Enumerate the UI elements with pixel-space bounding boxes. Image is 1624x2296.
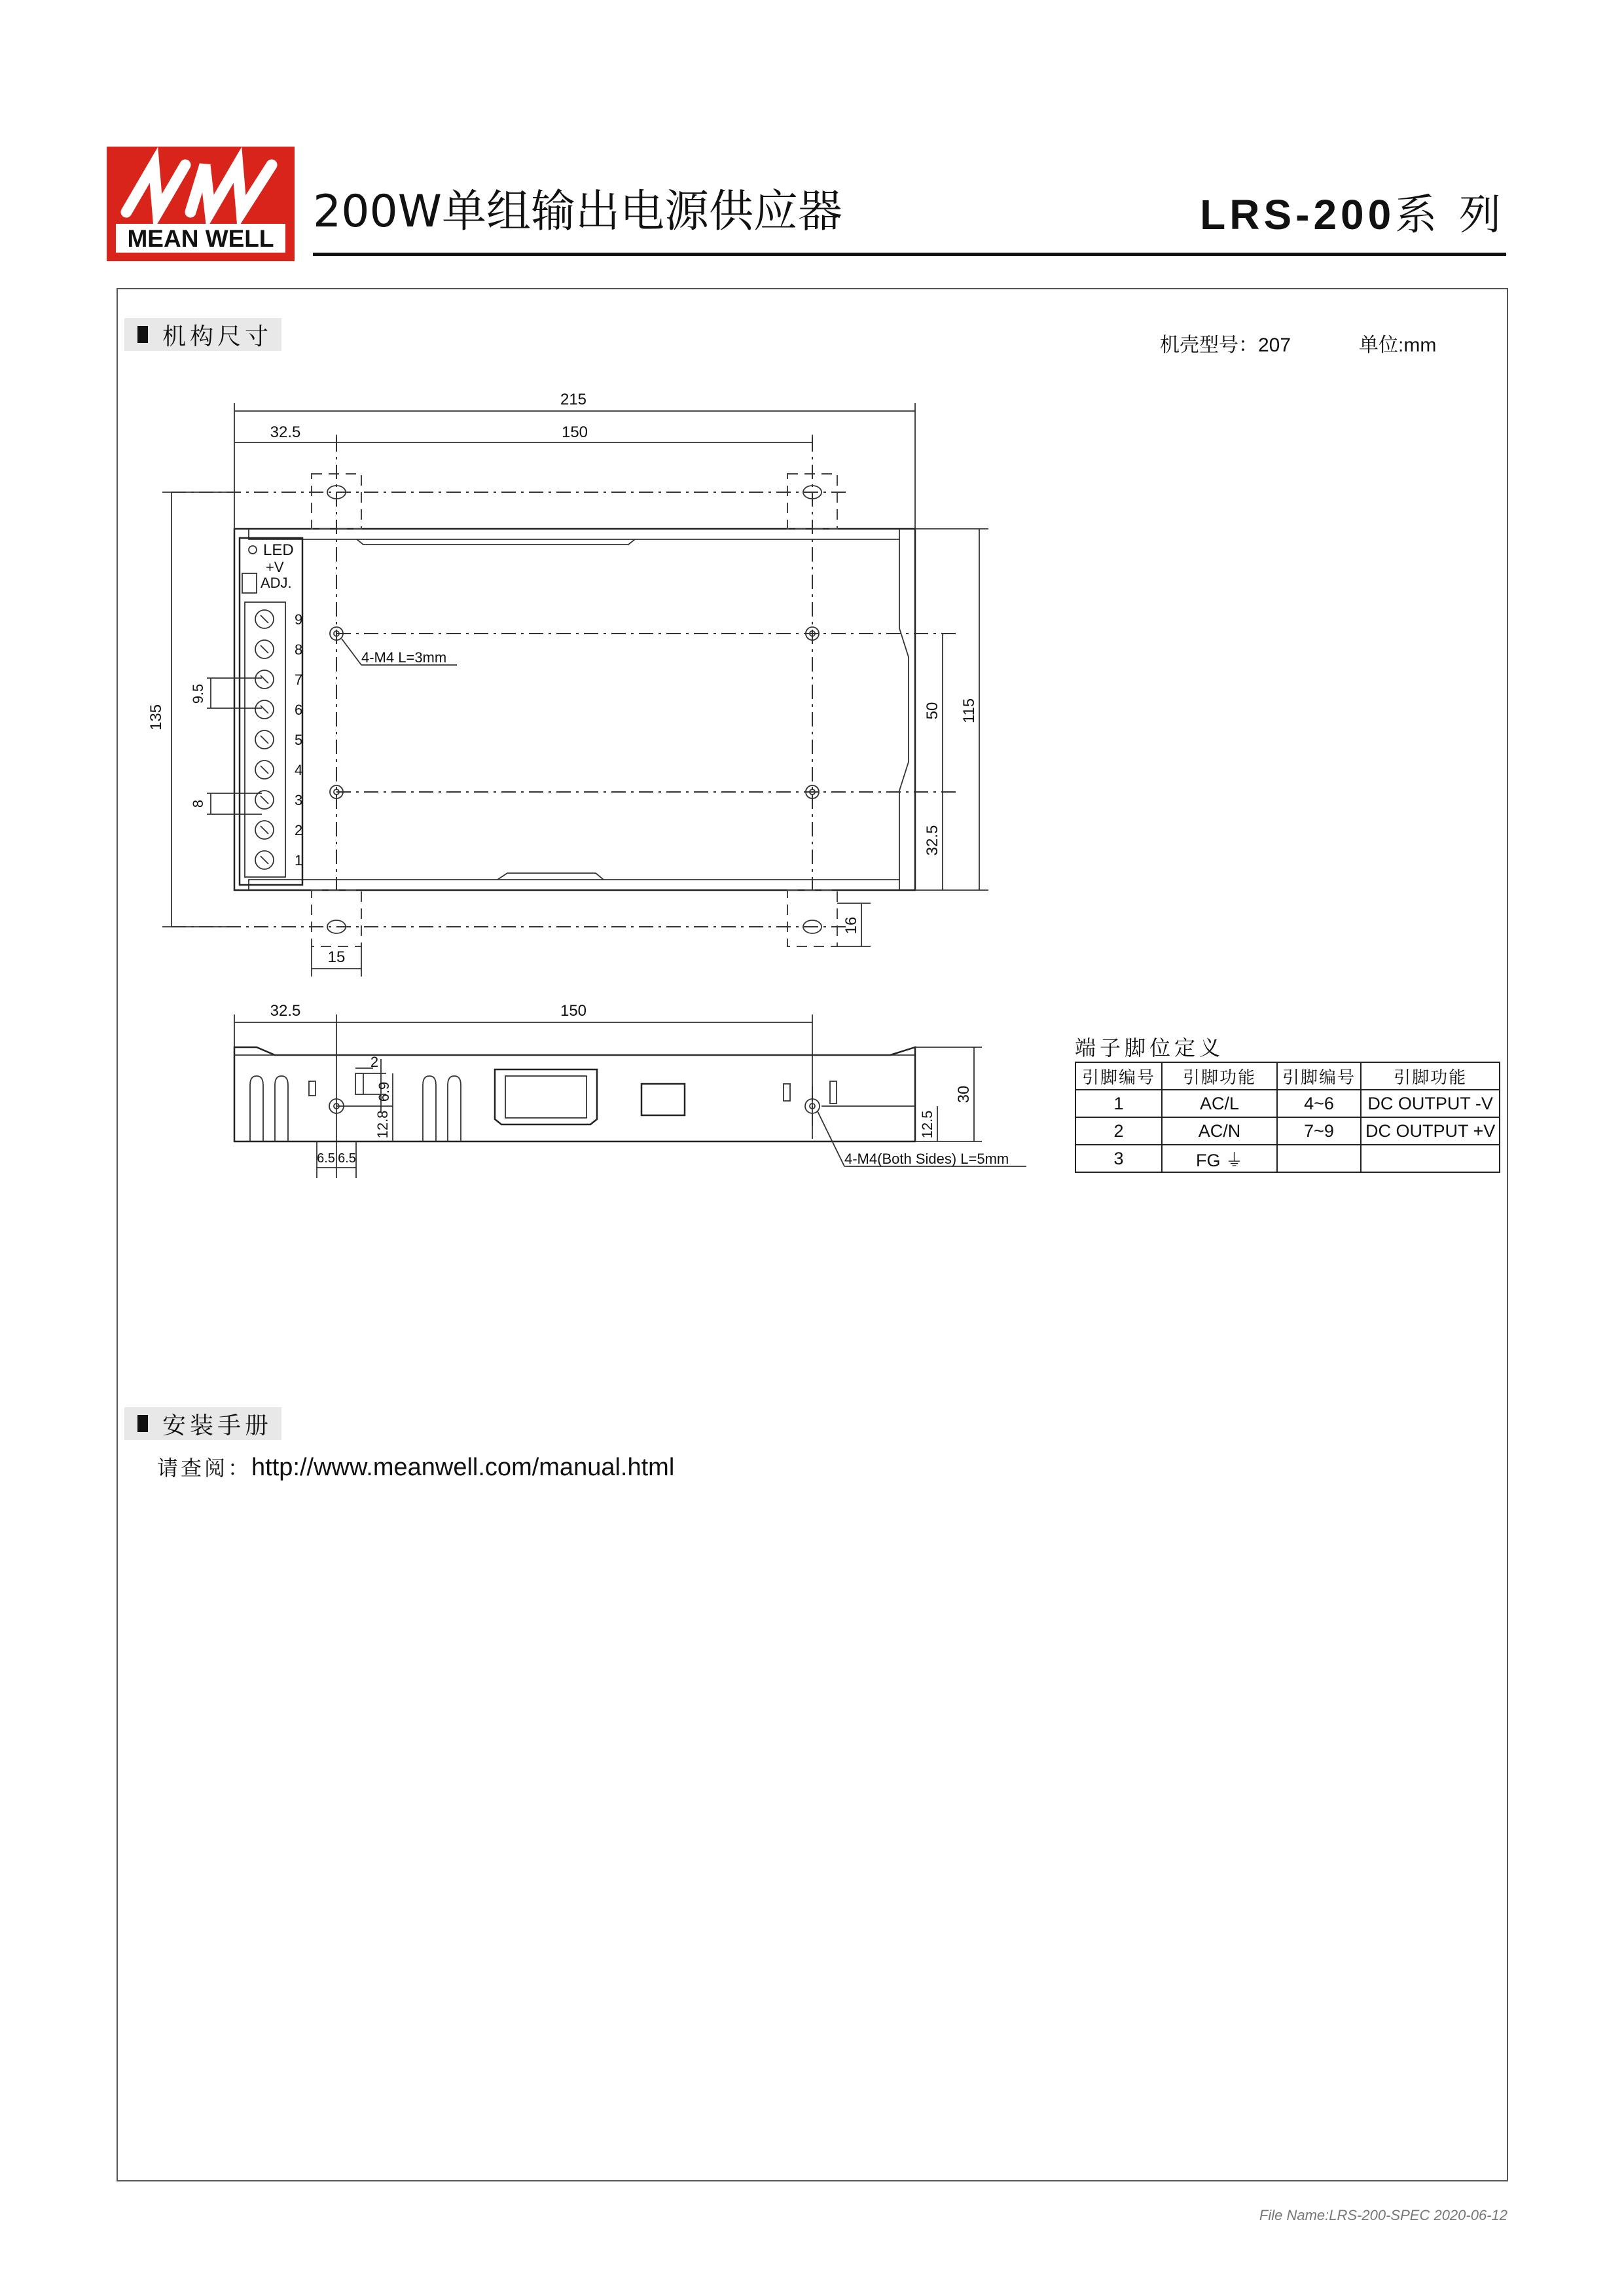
manual-label: 请查阅： — [157, 1456, 252, 1480]
pin-no: 1 — [1075, 1090, 1162, 1117]
dim-32-5-top: 32.5 — [270, 423, 301, 441]
model-name: LRS-200 — [1200, 191, 1396, 238]
terminal-4: 4 — [295, 762, 303, 778]
terminal-2: 2 — [295, 822, 303, 838]
pin-func: DC OUTPUT +V — [1361, 1117, 1500, 1145]
manual-link[interactable]: http://www.meanwell.com/manual.html — [251, 1454, 675, 1481]
pin-func: FG ⏚ — [1162, 1145, 1277, 1172]
pin-func: DC OUTPUT -V — [1361, 1090, 1500, 1117]
document-title: 200W单组输出电源供应器 — [313, 186, 843, 238]
terminal-3: 3 — [295, 792, 303, 808]
side-dim-6-5-left: 6.5 — [317, 1151, 335, 1166]
dim-8: 8 — [190, 799, 206, 808]
file-name-footer: File Name:LRS-200-SPEC 2020-06-12 — [1259, 2207, 1507, 2223]
dim-32-5-right: 32.5 — [924, 825, 941, 856]
side-dim-6-9: 6.9 — [376, 1081, 392, 1102]
terminal-7: 7 — [295, 672, 303, 688]
pin-no: 4~6 — [1277, 1090, 1361, 1117]
side-dim-12-8: 12.8 — [374, 1110, 391, 1139]
dim-9-5: 9.5 — [190, 683, 206, 704]
side-dim-30: 30 — [955, 1085, 973, 1103]
terminal-5: 5 — [295, 732, 303, 748]
screw-note-side: 4-M4(Both Sides) L=5mm — [844, 1151, 1009, 1167]
header-pin-no-2: 引脚编号 — [1277, 1062, 1361, 1090]
header-pin-no-1: 引脚编号 — [1075, 1062, 1162, 1090]
dim-150-top: 150 — [561, 423, 588, 441]
dim-135: 135 — [147, 704, 165, 731]
side-dim-150: 150 — [560, 1002, 587, 1020]
terminal-1: 1 — [295, 852, 303, 869]
terminal-6: 6 — [295, 702, 303, 718]
section-installation — [124, 1407, 281, 1440]
unit-label: 单位:mm — [1359, 334, 1437, 356]
header-pin-func-1: 引脚功能 — [1162, 1062, 1277, 1090]
table-row — [1075, 1117, 1500, 1145]
case-number: 机壳型号：207 — [1160, 334, 1291, 356]
dim-215: 215 — [560, 391, 587, 408]
pin-func — [1361, 1145, 1500, 1172]
pin-no: 2 — [1075, 1117, 1162, 1145]
pin-no: 3 — [1075, 1145, 1162, 1172]
bullet-square-icon — [137, 1415, 148, 1432]
table-row — [1075, 1145, 1500, 1172]
led-label: LED — [263, 541, 294, 559]
pin-func: AC/N — [1162, 1117, 1277, 1145]
dim-115: 115 — [960, 698, 978, 724]
pin-func: AC/L — [1162, 1090, 1277, 1117]
dim-15: 15 — [327, 948, 346, 966]
header-pin-func-2: 引脚功能 — [1361, 1062, 1500, 1090]
pin-no — [1277, 1145, 1361, 1172]
side-dim-6-5-right: 6.5 — [338, 1151, 356, 1166]
manual-reference — [157, 1452, 674, 1482]
section-mechanical-label: 机构尺寸 — [162, 323, 272, 350]
table-row — [1075, 1090, 1500, 1117]
dim-16: 16 — [842, 916, 860, 935]
screw-note-top: 4-M4 L=3mm — [361, 649, 447, 666]
side-dim-12-5: 12.5 — [919, 1110, 935, 1139]
adj-label: ADJ. — [261, 575, 292, 591]
adj-plus-label: +V — [266, 559, 284, 575]
brand-name: MEAN WELL — [127, 225, 274, 252]
terminal-9: 9 — [295, 611, 303, 628]
dim-50: 50 — [924, 702, 941, 720]
model-suffix: 系 列 — [1395, 191, 1506, 238]
side-dim-2: 2 — [370, 1054, 379, 1070]
pin-assignment-table — [1075, 1062, 1500, 1173]
pin-no: 7~9 — [1277, 1117, 1361, 1145]
terminal-8: 8 — [295, 641, 303, 658]
pin-table-header-row — [1075, 1062, 1500, 1090]
side-dim-32-5: 32.5 — [270, 1002, 301, 1020]
section-installation-label: 安装手册 — [162, 1412, 272, 1439]
pin-table-caption: 端子脚位定义 — [1075, 1035, 1225, 1060]
